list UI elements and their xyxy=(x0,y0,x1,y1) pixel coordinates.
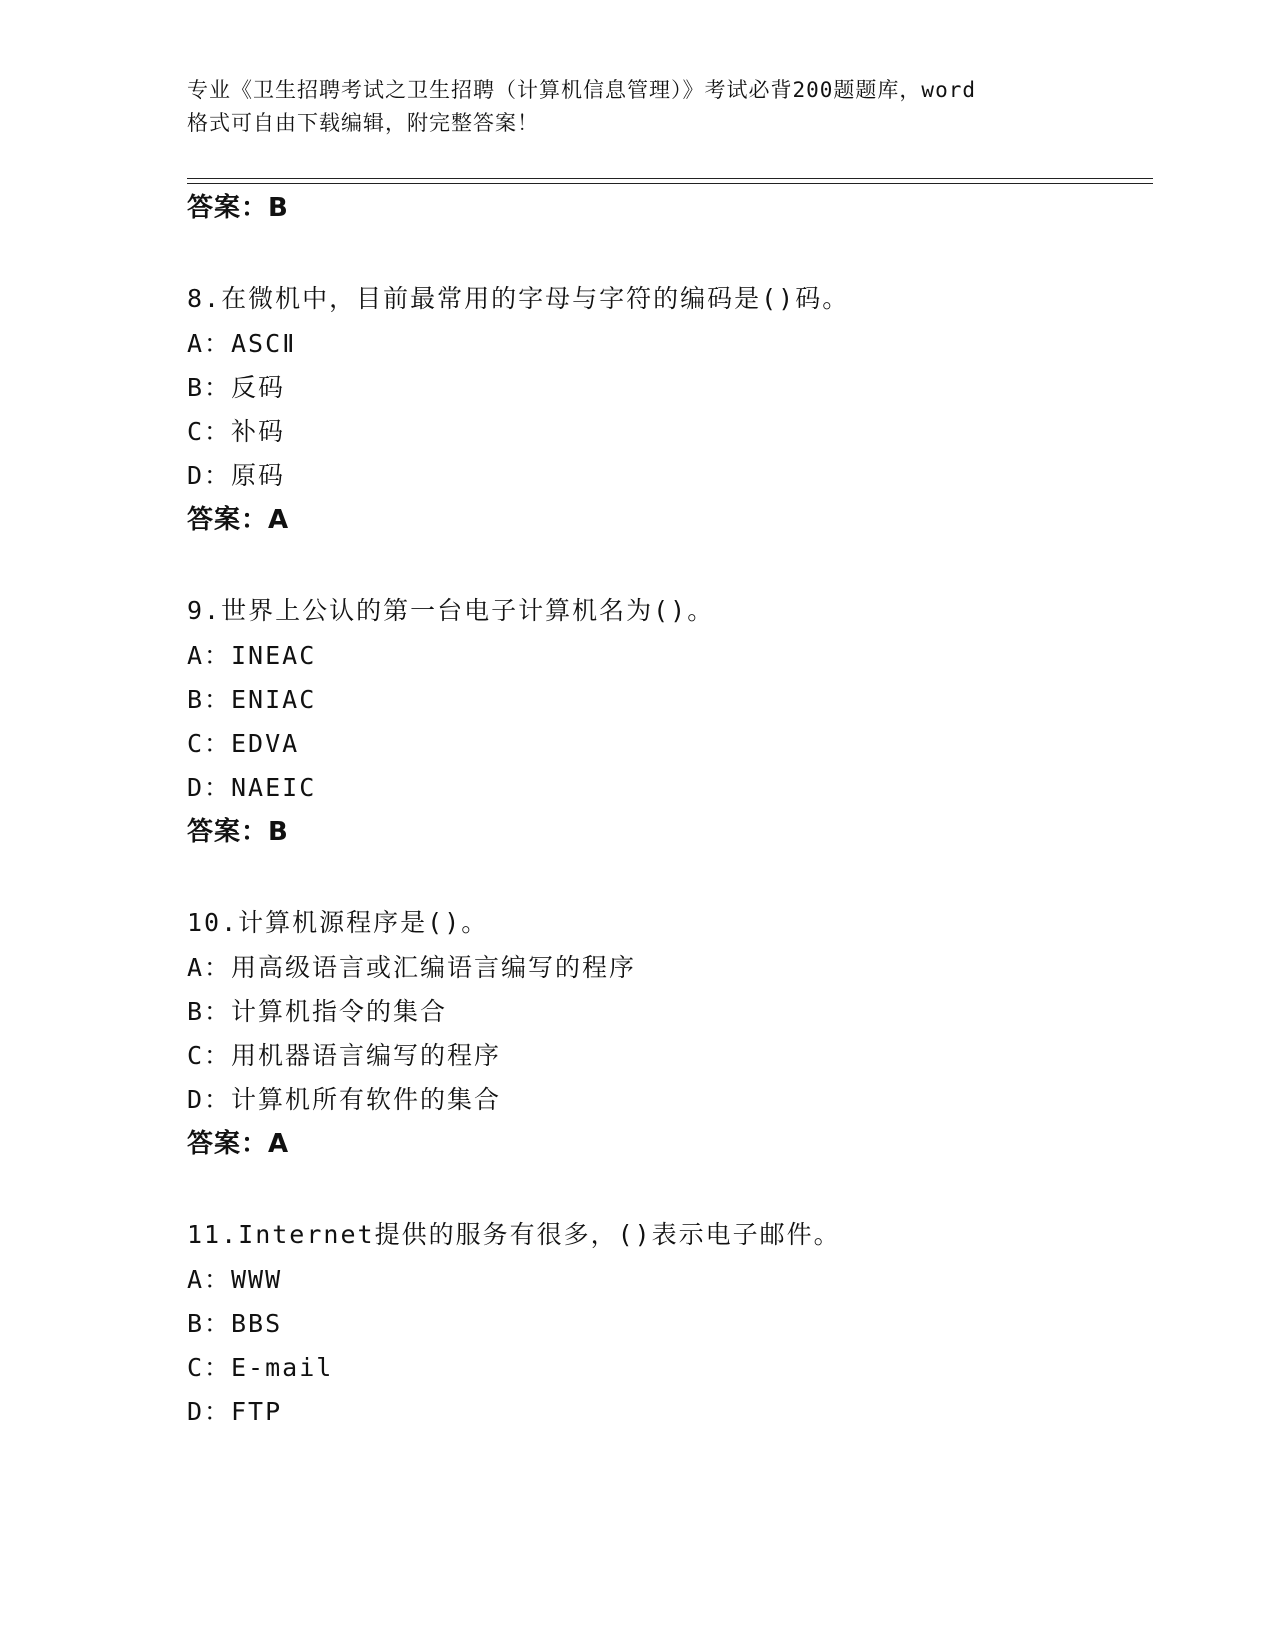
option-9a xyxy=(187,641,316,671)
option-letter: D： xyxy=(187,1085,232,1114)
option-10d xyxy=(187,1085,501,1115)
option-10a xyxy=(187,953,636,983)
question-10: 10.计算机源程序是()。 xyxy=(187,908,489,937)
option-text: NAEIC xyxy=(231,773,317,802)
option-11a xyxy=(187,1265,282,1295)
header-divider-top xyxy=(187,178,1153,179)
document-header xyxy=(187,74,1087,140)
header-line-2: 格式可自由下载编辑，附完整答案！ xyxy=(187,111,539,135)
option-text: E-mail xyxy=(231,1353,334,1382)
option-text: BBS xyxy=(231,1309,283,1338)
option-letter: C： xyxy=(187,729,232,758)
option-letter: D： xyxy=(187,773,232,802)
option-11d xyxy=(187,1397,282,1427)
option-letter: B： xyxy=(187,997,232,1026)
option-8a xyxy=(187,329,296,359)
header-line-1: 专业《卫生招聘考试之卫生招聘（计算机信息管理）》考试必背200题题库，word xyxy=(187,78,976,102)
option-text: 用高级语言或汇编语言编写的程序 xyxy=(231,953,637,982)
option-letter: B： xyxy=(187,685,232,714)
option-letter: B： xyxy=(187,373,232,402)
option-10b xyxy=(187,997,447,1027)
option-text: 用机器语言编写的程序 xyxy=(231,1041,502,1070)
option-letter: A： xyxy=(187,329,232,358)
question-8: 8.在微机中，目前最常用的字母与字符的编码是()码。 xyxy=(187,284,850,313)
option-text: 补码 xyxy=(231,417,286,446)
option-text: WWW xyxy=(231,1265,283,1294)
header-divider-bottom xyxy=(187,183,1153,184)
option-letter: C： xyxy=(187,1041,232,1070)
option-letter: D： xyxy=(187,1397,232,1426)
option-text: 原码 xyxy=(231,461,286,490)
option-text: INEAC xyxy=(231,641,317,670)
option-8c xyxy=(187,417,285,447)
option-letter: C： xyxy=(187,417,232,446)
option-text: ENIAC xyxy=(231,685,317,714)
option-letter: A： xyxy=(187,953,232,982)
option-text: ASCⅡ xyxy=(231,329,297,358)
option-text: 计算机所有软件的集合 xyxy=(231,1085,502,1114)
option-11c xyxy=(187,1353,333,1383)
answer-8: 答案：A xyxy=(187,505,290,535)
option-letter: D： xyxy=(187,461,232,490)
option-letter: A： xyxy=(187,641,232,670)
option-text: FTP xyxy=(231,1397,283,1426)
option-letter: B： xyxy=(187,1309,232,1338)
option-10c xyxy=(187,1041,501,1071)
option-letter: A： xyxy=(187,1265,232,1294)
option-letter: C： xyxy=(187,1353,232,1382)
option-8b xyxy=(187,373,285,403)
option-9d xyxy=(187,773,316,803)
option-text: 计算机指令的集合 xyxy=(231,997,448,1026)
option-9b xyxy=(187,685,316,715)
option-8d xyxy=(187,461,285,491)
question-9: 9.世界上公认的第一台电子计算机名为()。 xyxy=(187,596,715,625)
option-9c xyxy=(187,729,299,759)
answer-9: 答案：B xyxy=(187,817,289,847)
answer-10: 答案：A xyxy=(187,1129,290,1159)
question-11: 11.Internet提供的服务有很多，()表示电子邮件。 xyxy=(187,1220,841,1249)
option-11b xyxy=(187,1309,282,1339)
answer-prev: 答案：B xyxy=(187,193,289,223)
option-text: EDVA xyxy=(231,729,300,758)
option-text: 反码 xyxy=(231,373,286,402)
